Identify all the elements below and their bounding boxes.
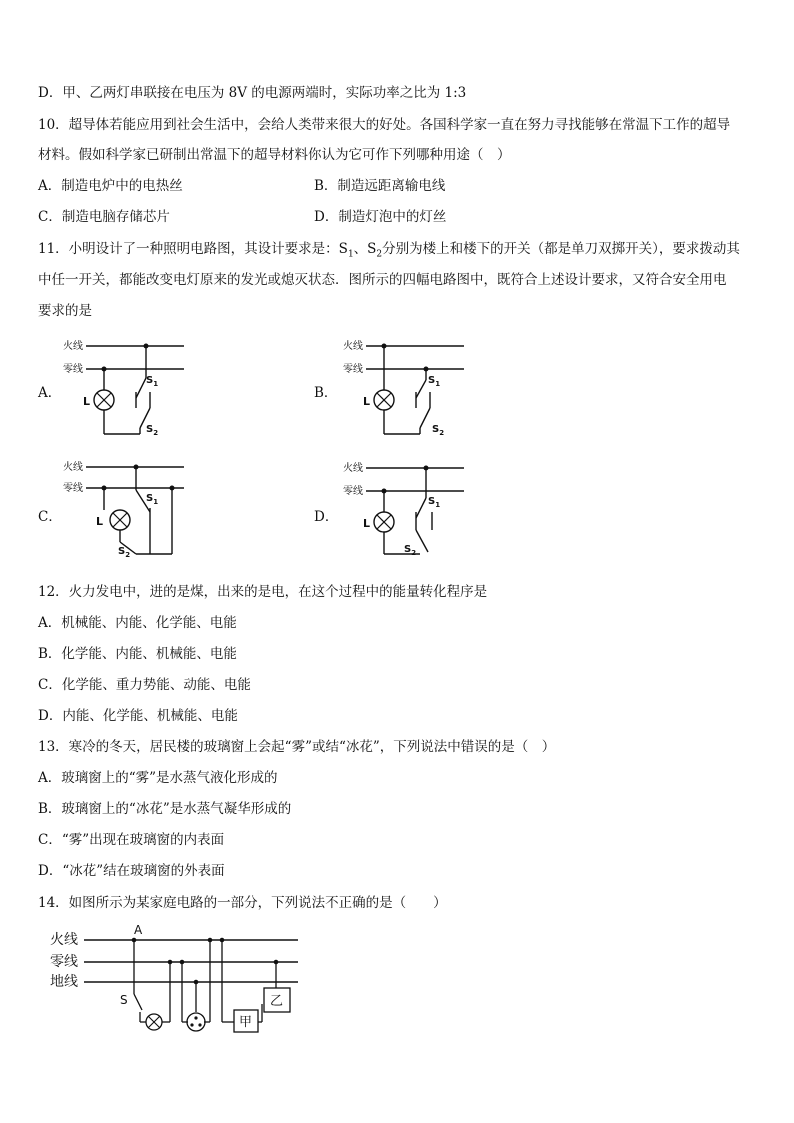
q12-option-b: B．化学能、内能、机械能、电能 [38,646,237,662]
circuit-b-label: B． [314,385,338,401]
live-wire-label: 火线 [343,341,363,352]
household-circuit-diagram [46,922,316,1040]
q10-option-b: B．制造远距离输电线 [314,178,446,194]
neutral-wire-label: 零线 [343,486,363,497]
q13-option-d: D．“冰花”结在玻璃窗的外表面 [38,863,225,879]
q14-stem: 14．如图所示为某家庭电路的一部分，下列说法不正确的是（ ） [38,895,447,911]
q12-stem: 12．火力发电中，进的是煤，出来的是电，在这个过程中的能量转化程序是 [38,584,488,600]
circuit-c-label: C． [38,509,62,525]
live-wire-label: 火线 [63,341,83,352]
neutral-wire-label: 零线 [50,954,78,970]
switch-s2-icon [416,530,428,552]
q10-option-c: C．制造电脑存储芯片 [38,209,170,225]
point-a-label: A [134,923,143,937]
q11-sub2: 2 [376,249,383,260]
circuit-diagram-a [60,336,190,440]
circuit-a-label: A． [38,385,62,401]
switch-s2-label: $S_2$ [404,544,417,557]
q9-option-d: D．甲、乙两灯串联接在电压为 8V 的电源两端时，实际功率之比为 1:3 [38,85,467,101]
neutral-wire-label: 零线 [63,483,83,494]
q10-stem-line1: 10．超导体若能应用到社会生活中，会给人类带来很大的好处。各国科学家一直在努力寻找能够在常温下工作的超导 [38,117,731,133]
q11-text-pre: 11．小明设计了一种照明电路图，其设计要求是：S [38,241,348,257]
neutral-wire-label: 零线 [343,364,363,375]
switch-s-label: S [120,993,128,1007]
lamp-label: L [363,395,371,408]
switch-s1-label: $S_1$ [146,375,159,388]
q11-sub1: 1 [347,249,354,260]
switch-s2-label: $S_2$ [432,424,445,437]
q11-text-post: 分别为楼上和楼下的开关（都是单刀双掷开关），要求拨动其 [382,241,740,257]
q10-stem-line2: 材料。假如科学家已研制出常温下的超导材料你认为它可作下列哪种用途（ ） [38,147,511,163]
q11-stem-line2: 中任一开关，都能改变电灯原来的发光或熄灭状态．图所示的四幅电路图中，既符合上述设计要求，又符合安全用电 [38,272,727,288]
circuit-diagram-c [60,458,190,562]
switch-s1-label: $S_1$ [428,375,441,388]
device-jia-label: 甲 [239,1015,253,1030]
q12-option-c: C．化学能、重力势能、动能、电能 [38,677,251,693]
lamp-label: L [83,395,91,408]
lamp-label: L [96,515,104,528]
switch-s1-label: $S_1$ [428,496,441,509]
neutral-wire-label: 零线 [63,364,83,375]
live-wire-label: 火线 [50,932,78,948]
switch-s1-label: $S_1$ [146,493,159,506]
q13-option-b: B．玻璃窗上的“冰花”是水蒸气凝华形成的 [38,801,292,817]
q11-stem-line3: 要求的是 [38,303,92,319]
switch-s1-icon [136,378,146,398]
q11-stem-line1 [38,240,740,264]
circuit-d-label: D． [314,509,339,525]
q11-text-mid: 、S [353,241,377,257]
switch-s2-icon [420,408,430,428]
switch-s1-icon [416,380,426,398]
q10-option-d: D．制造灯泡中的灯丝 [314,209,447,225]
q12-option-d: D．内能、化学能、机械能、电能 [38,708,238,724]
switch-s-icon [134,994,142,1010]
q13-stem: 13．寒冷的冬天，居民楼的玻璃窗上会起“雾”或结“冰花”，下列说法中错误的是（ ） [38,739,556,755]
q13-option-c: C．“雾”出现在玻璃窗的内表面 [38,832,225,848]
device-yi-label: 乙 [270,994,284,1009]
live-wire-label: 火线 [343,463,363,474]
q10-option-a: A．制造电炉中的电热丝 [38,178,183,194]
switch-s2-label: $S_2$ [118,546,131,559]
switch-s1-icon [416,498,426,518]
circuit-diagram-d [340,458,470,562]
q13-option-a: A．玻璃窗上的“雾”是水蒸气液化形成的 [38,770,278,786]
switch-s2-label: $S_2$ [146,424,159,437]
ground-wire-label: 地线 [50,974,78,990]
socket-icon [187,1013,205,1031]
q12-option-a: A．机械能、内能、化学能、电能 [38,615,237,631]
live-wire-label: 火线 [63,462,83,473]
lamp-label: L [363,517,371,530]
circuit-diagram-b [340,336,470,440]
